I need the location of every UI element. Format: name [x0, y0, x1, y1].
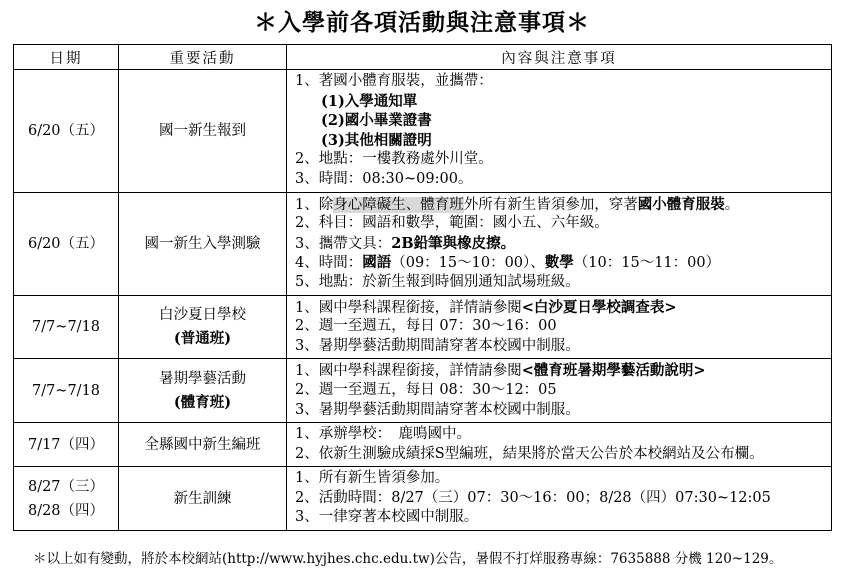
content-line: 1、承辦學校： 鹿鳴國中。	[295, 426, 471, 443]
table-header-row	[14, 45, 832, 70]
content-line	[295, 195, 825, 215]
table-row	[14, 467, 832, 531]
content-line: (1)入學通知單	[321, 92, 418, 110]
table-row	[14, 192, 832, 295]
footer-note: ＊以上如有變動，將於本校網站(http://www.hyjhes.chc.edu.tw)公告，暑假不打烊服務專線：7635888 分機 120~129。	[33, 551, 783, 567]
row-activity: 國一新生報到	[119, 70, 287, 193]
date-line: 8/28（四）	[27, 502, 105, 519]
table-row	[14, 359, 832, 423]
content-text: 1、國中學科課程銜接，詳情請參閱	[295, 299, 522, 316]
content-text: 3、攜帶文具：	[295, 235, 392, 252]
row-content	[287, 359, 832, 423]
row-date: 6/20（五）	[14, 70, 119, 193]
bold-text: 2B鉛筆與橡皮擦。	[391, 234, 516, 252]
activity-subtitle: (體育班)	[173, 393, 232, 411]
bold-text: <體育班暑期學藝活動說明>	[521, 362, 706, 380]
content-line: 3、暑期學藝活動期間請穿著本校國中制服。	[295, 337, 580, 354]
table-row	[14, 423, 832, 467]
row-content	[287, 70, 832, 193]
content-text: 4、時間：	[295, 255, 363, 272]
content-text: （10：15～11：00）	[573, 255, 721, 272]
row-content	[287, 192, 832, 295]
content-line: (3)其他相關證明	[321, 131, 432, 149]
page-title: ＊入學前各項活動與注意事項＊	[254, 9, 590, 36]
content-line: 2、週一至週五，每日 07：30～16：00	[295, 318, 557, 335]
highlighted-text: 身心障礙生、體育班	[333, 196, 464, 213]
table-row	[14, 70, 832, 193]
table-row	[14, 295, 832, 359]
content-line	[295, 72, 825, 92]
schedule-table	[13, 44, 832, 531]
row-content	[287, 295, 832, 359]
row-activity	[119, 359, 287, 423]
bold-text: <白沙夏日學校調查表>	[521, 298, 677, 316]
row-activity	[119, 295, 287, 359]
content-line: 2、週一至週五，每日 08：30～12：05	[295, 381, 557, 398]
content-text: 外所有新生皆須參加，穿著	[463, 196, 638, 213]
content-line: (2)國小畢業證書	[321, 112, 432, 130]
header-activity: 重要活動	[119, 45, 287, 70]
content-line: 1、所有新生皆須參加。	[295, 470, 450, 487]
header-content: 內容與注意事項	[287, 45, 832, 70]
content-text: （09：15～10：00）、	[391, 255, 545, 272]
row-content	[287, 467, 832, 531]
bold-text: 國小體育服裝	[637, 195, 725, 213]
content-line	[295, 253, 825, 273]
bold-text: 數學	[544, 254, 574, 272]
header-date: 日期	[14, 45, 119, 70]
row-date: 6/20（五）	[14, 192, 119, 295]
row-date: 7/7~7/18	[14, 359, 119, 423]
activity-title: 白沙夏日學校	[159, 306, 246, 323]
row-activity: 新生訓練	[119, 467, 287, 531]
row-activity: 全縣國中新生編班	[119, 423, 287, 467]
content-line: 2、科目：國語和數學，範圍：國小五、六年級。	[295, 215, 609, 232]
content-text: 。	[724, 196, 740, 213]
row-date: 7/17（四）	[14, 423, 119, 467]
row-content	[287, 423, 832, 467]
bold-text: 國語	[362, 254, 392, 272]
row-date: 7/7~7/18	[14, 295, 119, 359]
content-text: 1、國中學科課程銜接，詳情請參閱	[295, 363, 522, 380]
row-date	[14, 467, 119, 531]
content-line: 3、暑期學藝活動期間請穿著本校國中制服。	[295, 401, 580, 418]
date-line: 8/27（三）	[27, 478, 105, 495]
content-text: 1、除	[295, 196, 334, 213]
content-line: 3、一律穿著本校國中制服。	[295, 509, 479, 526]
content-line: 3、時間：08:30~09:00。	[295, 170, 473, 187]
activity-subtitle: (普通班)	[173, 329, 232, 347]
content-line: 2、地點：一樓教務處外川堂。	[295, 151, 493, 168]
content-line: 2、活動時間：8/27（三）07：30～16：00；8/28（四）07:30~12:05	[295, 489, 771, 506]
content-line	[295, 298, 825, 318]
content-line: 2、依新生測驗成績採S型編班，結果將於當天公告於本校網站及公布欄。	[295, 445, 764, 462]
content-line	[295, 234, 825, 254]
content-line: 5、地點：於新生報到時個別通知試場班級。	[295, 273, 580, 290]
row-activity: 國一新生入學測驗	[119, 192, 287, 295]
activity-title: 暑期學藝活動	[159, 370, 246, 387]
content-line	[295, 361, 825, 381]
content-text: 1、著國小體育服裝，並攜帶：	[295, 73, 493, 89]
